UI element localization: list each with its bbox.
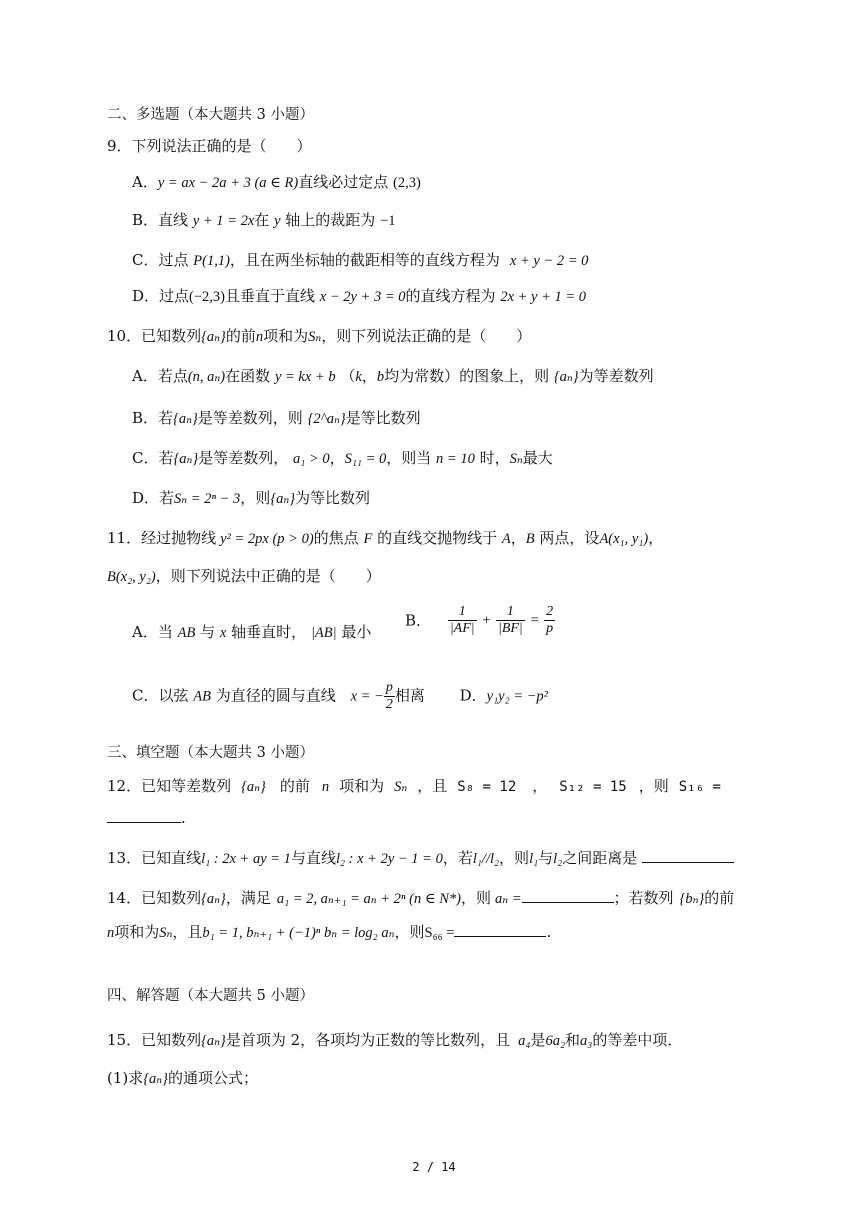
q11-stem-line2: B(x₂, y₂)，则下列说法中正确的是（ ） — [107, 567, 381, 585]
q12-answer-blank[interactable]: . — [107, 806, 186, 828]
q9-stem: 9．下列说法正确的是（ ） — [107, 137, 312, 155]
q10-option-c: C．若{aₙ}是等差数列， a₁ > 0，S₁₁ = 0，则当 n = 10 时，Sₙ最大 — [132, 449, 553, 467]
q11-option-a: A．当 AB 与 x 轴垂直时， |AB| 最小 — [132, 623, 372, 641]
q14-answer-blank-2[interactable] — [454, 920, 546, 937]
q11-option-c: C．以弦 AB 为直径的圆与直线 x = − $\frac{p}{2}$ 相离 D．y₁y₂ = −p² — [132, 680, 549, 712]
q14-stem-line2: n项和为Sₙ，且b₁ = 1, bₙ₊₁ + (−1)ⁿ bₙ = log₂ aₙ，则S₆₆ = . — [107, 920, 551, 943]
fraction-1-af: $\frac{1}{|AF|}$ — [449, 604, 475, 636]
section-fill-blank: 三、填空题（本大题共 3 小题） — [107, 745, 314, 761]
q15-stem: 15．已知数列{aₙ}是首项为 2，各项均为正数的等比数列，且 a₄是6a₂和a₃的等差中项． — [107, 1031, 683, 1049]
q10-option-a: A．若点(n, aₙ)在函数 y = kx + b （k，b均为常数）的图象上，则 {aₙ}为等差数列 — [132, 367, 654, 385]
q10-option-d: D．若Sₙ = 2ⁿ − 3，则{aₙ}为等比数列 — [132, 489, 371, 507]
q13-stem: 13．已知直线l₁ : 2x + ay = 1与直线l₂ : x + 2y − 1 = 0，若l₁//l₂，则l₁与l₂之间距离是 — [107, 846, 734, 869]
q10-stem: 10．已知数列{aₙ}的前n项和为Sₙ，则下列说法正确的是（ ） — [107, 327, 532, 345]
q9-option-c: C．过点 P(1,1)，且在两坐标轴的截距相等的直线方程为 x + y − 2 = 0 — [132, 251, 589, 269]
q9-option-a: A．y = ax − 2a + 3 (a ∈ R)直线必过定点 (2,3) — [132, 173, 421, 191]
section-solve: 四、解答题（本大题共 5 小题） — [107, 988, 314, 1004]
q13-answer-blank[interactable] — [642, 846, 734, 863]
q11-stem-line1: 11．经过抛物线 y² = 2px (p > 0)的焦点 F 的直线交抛物线于 A，B 两点，设A(x₁, y₁)， — [107, 529, 664, 547]
fraction-2-p: $\frac{2}{p}$ — [546, 604, 554, 636]
q11-option-b: B． $\frac{1}{|AF|}$ + $\frac{1}{|BF|}$ = $\frac{2}{p}$ — [405, 604, 554, 636]
q9-option-d: D．过点(−2,3)且垂直于直线 x − 2y + 3 = 0的直线方程为 2x + y + 1 = 0 — [132, 287, 587, 305]
q14-stem-line1: 14．已知数列{aₙ}，满足 a₁ = 2, aₙ₊₁ = aₙ + 2ⁿ (n ∈ N*)，则 aₙ = ；若数列 {bₙ}的前 — [107, 886, 734, 909]
q12-stem: 12．已知等差数列 {aₙ} 的前 n 项和为 Sₙ ，且 S₈ = 12 ， S₁₂ = 15 ，则 S₁₆ = — [107, 777, 721, 795]
q14-answer-blank-1[interactable] — [522, 886, 614, 903]
fraction-1-bf: $\frac{1}{|BF|}$ — [497, 604, 523, 636]
section-multi-choice: 二、多选题（本大题共 3 小题） — [107, 107, 314, 123]
q9-option-b: B．直线 y + 1 = 2x在 y 轴上的裁距为 −1 — [132, 211, 396, 229]
q15-part-1: (1)求{aₙ}的通项公式； — [107, 1069, 258, 1087]
q10-option-b: B．若{aₙ}是等差数列，则 {2^aₙ}是等比数列 — [132, 409, 421, 427]
page-number: 2 / 14 — [412, 1160, 456, 1174]
fraction-p-2: $\frac{p}{2}$ — [385, 680, 393, 712]
